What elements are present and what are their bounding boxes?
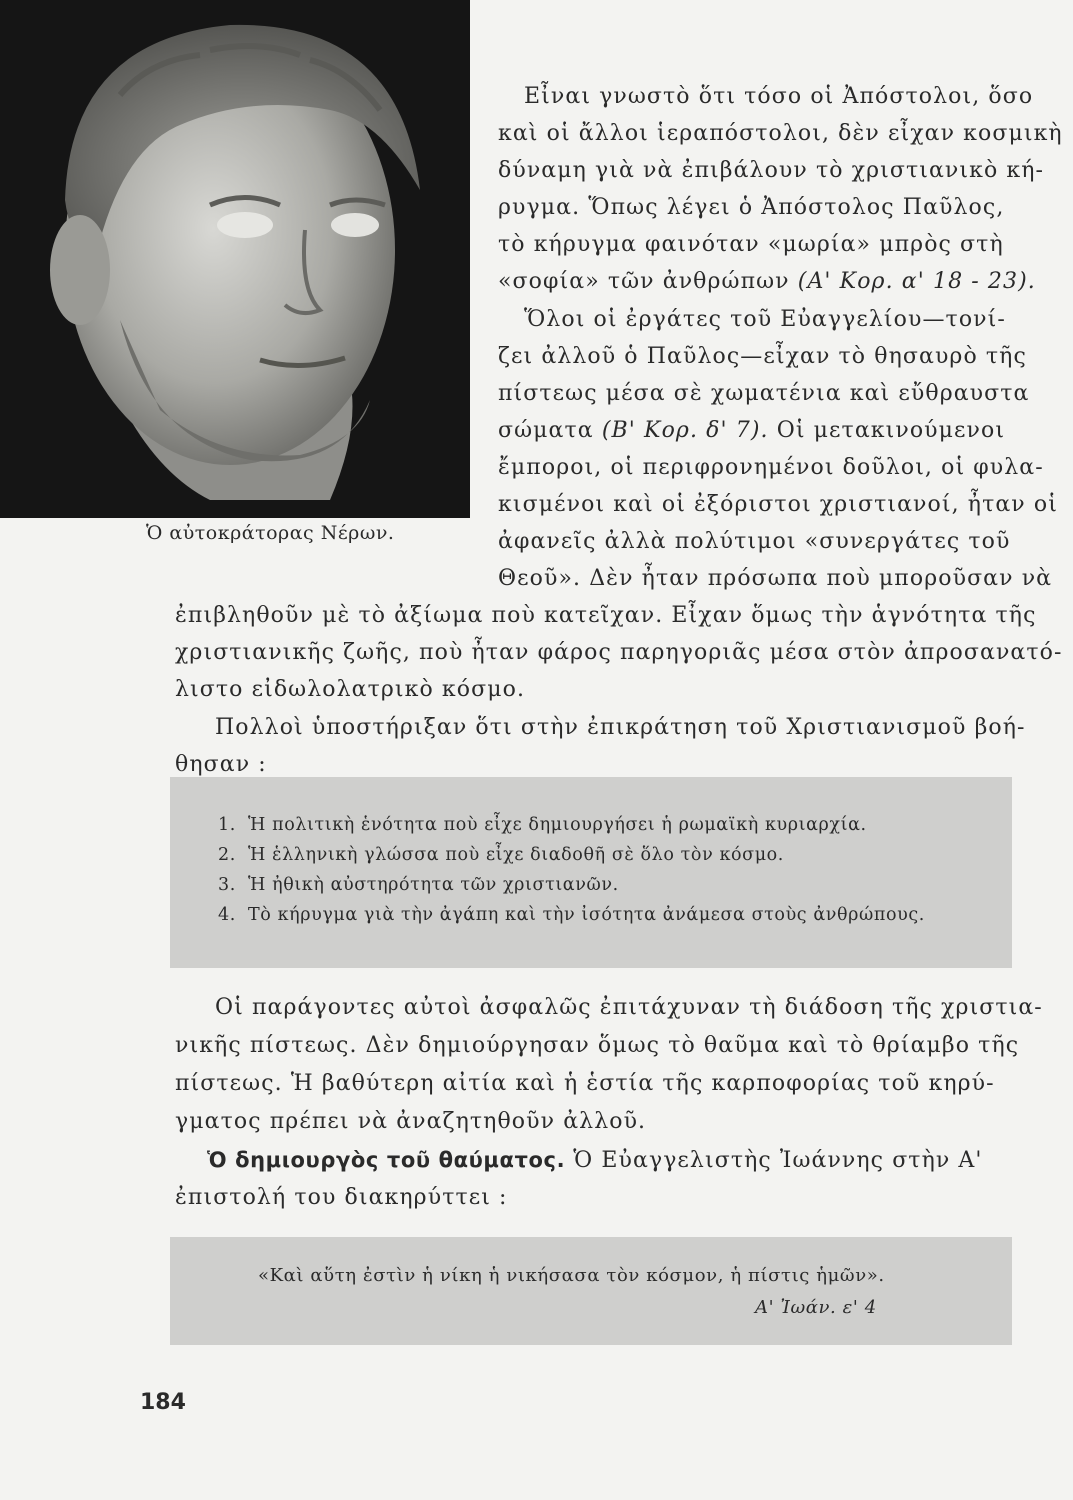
quote-box [170,1237,1012,1345]
quote-text: «Καὶ αὕτη ἐστὶν ἡ νίκη ἡ νικήσασα τὸν κόσμον, ἡ πίστις ἡμῶν». [258,1265,885,1286]
text-line: ἀφανεῖς ἀλλὰ πολύτιμοι «συνεργάτες τοῦ [498,529,1011,554]
text-line: νικῆς πίστεως. Δὲν δημιούργησαν ὅμως τὸ θαῦμα καὶ τὸ θρίαμβο τῆς [175,1033,1020,1058]
text-line: κισμένοι καὶ οἱ ἐξόριστοι χριστιανοί, ἦταν οἱ [498,492,1058,517]
text-line: ἐπιβληθοῦν μὲ τὸ ἀξίωμα ποὺ κατεῖχαν. Εἶχαν ὅμως τὴν ἁγνότητα τῆς [175,603,1037,628]
figure-caption: Ὁ αὐτοκράτορας Νέρων. [146,522,395,544]
text-line: πίστεως. Ἡ βαθύτερη αἰτία καὶ ἡ ἑστία τῆς καρποφορίας τοῦ κηρύ- [175,1071,995,1096]
text-line: γματος πρέπει νὰ ἀναζητηθοῦν ἀλλοῦ. [175,1109,647,1134]
list-item: 4. Τὸ κήρυγμα γιὰ τὴν ἀγάπη καὶ τὴν ἰσότητα ἀνάμεσα στοὺς ἀνθρώπους. [218,905,925,925]
scripture-reference: (Β' Κορ. δ' 7). [601,418,769,443]
text-line [498,416,1005,446]
text-line: ἔμποροι, οἱ περιφρονημένοι δοῦλοι, οἱ φυλα- [498,455,1044,480]
list-item: 1. Ἡ πολιτικὴ ἑνότητα ποὺ εἶχε δημιουργήσει ἡ ρωμαϊκὴ κυριαρχία. [218,815,867,835]
text-line: δύναμη γιὰ νὰ ἐπιβάλουν τὸ χριστιανικὸ κή- [498,158,1045,183]
page-number: 184 [140,1390,186,1415]
quote-reference: Α' Ἰωάν. ε' 4 [755,1297,877,1318]
text-line: Ὅλοι οἱ ἐργάτες τοῦ Εὐαγγελίου—τονί- [524,307,1006,332]
text-line: θησαν : [175,752,267,777]
text-line: χριστιανικῆς ζωῆς, ποὺ ἦταν φάρος παρηγοριᾶς μέσα στὸν ἀπροσανατό- [175,640,1063,665]
text-span: σώματα [498,418,594,443]
nero-bust-photo [0,0,470,518]
text-line [207,1145,983,1176]
text-line: Πολλοὶ ὑποστήριξαν ὅτι στὴν ἐπικράτηση τοῦ Χριστιανισμοῦ βοή- [215,715,1026,740]
list-item: 3. Ἡ ἠθικὴ αὐστηρότητα τῶν χριστιανῶν. [218,875,619,895]
text-line: ἐπιστολή του διακηρύττει : [175,1185,508,1210]
text-line: ρυγμα. Ὅπως λέγει ὁ Ἀπόστολος Παῦλος, [498,195,1005,220]
text-line: τὸ κήρυγμα φαινόταν «μωρία» μπρὸς στὴ [498,232,1004,257]
text-span: «σοφία» τῶν ἀνθρώπων [498,269,790,294]
text-line: ζει ἀλλοῦ ὁ Παῦλος—εἶχαν τὸ θησαυρὸ τῆς [498,344,1027,369]
text-line [498,267,1036,297]
text-span: Οἱ μετακινούμενοι [776,418,1006,443]
text-line: καὶ οἱ ἄλλοι ἱεραπόστολοι, δὲν εἶχαν κοσμικὴ [498,121,1063,146]
text-line: πίστεως μέσα σὲ χωματένια καὶ εὔθραυστα [498,381,1030,406]
text-line: λιστο εἰδωλολατρικὸ κόσμο. [175,677,526,702]
factors-box [170,777,1012,968]
text-line: Εἶναι γνωστὸ ὅτι τόσο οἱ Ἀπόστολοι, ὅσο [524,84,1034,109]
text-line: Οἱ παράγοντες αὐτοὶ ἀσφαλῶς ἐπιτάχυναν τὴ διάδοση τῆς χριστια- [215,995,1043,1020]
list-item: 2. Ἡ ἑλληνικὴ γλώσσα ποὺ εἶχε διαδοθῆ σὲ ὅλο τὸν κόσμο. [218,845,784,865]
text-span: Ὁ Εὐαγγελιστὴς Ἰωάννης στὴν Α' [573,1148,983,1173]
text-line: Θεοῦ». Δὲν ἦταν πρόσωπα ποὺ μποροῦσαν νὰ [498,566,1053,591]
scripture-reference: (Α' Κορ. α' 18 - 23). [797,269,1036,294]
section-heading: Ὁ δημιουργὸς τοῦ θαύματος. [207,1148,566,1172]
